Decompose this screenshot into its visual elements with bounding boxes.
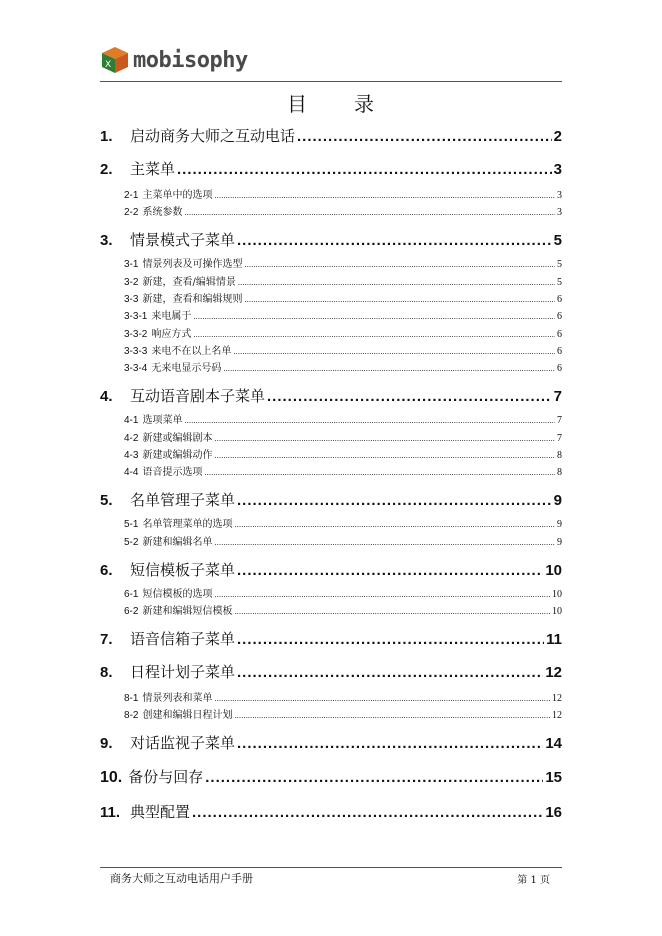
- toc-section-entry[interactable]: [100, 515, 562, 530]
- toc-entry-title: 来电属于: [151, 311, 192, 322]
- toc-dot-leader: [237, 735, 543, 752]
- toc-entry-number: 6-1: [124, 589, 139, 600]
- toc-page-number: 10: [552, 606, 562, 617]
- toc-entry-number: 4-3: [124, 450, 139, 461]
- toc-entry-title: 来电不在以上名单: [151, 346, 232, 357]
- toc-entry-title: 情景模式子菜单: [130, 231, 236, 249]
- toc-dot-leader: [214, 539, 555, 547]
- toc-dot-leader: [237, 562, 543, 579]
- toc-entry-number: 8-1: [124, 693, 139, 704]
- toc-dot-leader: [297, 128, 552, 145]
- toc-section-entry[interactable]: [100, 290, 562, 305]
- toc-entry-title: 名单管理菜单的选项: [142, 519, 233, 530]
- toc-chapter-entry[interactable]: [100, 125, 562, 146]
- toc-page-number: 10: [552, 589, 562, 600]
- toc-page-number: 12: [545, 664, 562, 681]
- toc-entry-title: 主菜单: [130, 160, 176, 178]
- footer-rule: [100, 867, 562, 868]
- toc-entry-title: 新建或编辑动作: [142, 450, 213, 461]
- toc-section-entry[interactable]: [100, 446, 562, 461]
- toc-dot-leader: [267, 388, 552, 405]
- toc-chapter-entry[interactable]: [100, 628, 562, 649]
- toc-entry-number: 3.: [100, 232, 113, 249]
- toc-entry-number: 7.: [100, 631, 113, 648]
- toc-section-entry[interactable]: [100, 342, 562, 357]
- logo-cube-icon: [100, 45, 130, 75]
- toc-dot-leader: [214, 591, 550, 599]
- toc-entry-title: 响应方式: [151, 329, 192, 340]
- toc-section-entry[interactable]: [100, 273, 562, 288]
- toc-dot-leader: [234, 608, 550, 616]
- toc-page-number: 8: [557, 467, 562, 478]
- toc-section-entry[interactable]: [100, 325, 562, 340]
- toc-dot-leader: [237, 631, 544, 648]
- toc-section-entry[interactable]: [100, 359, 562, 374]
- toc-entry-number: 4-4: [124, 467, 139, 478]
- toc-page-number: 5: [557, 259, 562, 270]
- toc-section-entry[interactable]: [100, 411, 562, 426]
- toc-entry-title: 名单管理子菜单: [130, 491, 236, 509]
- toc-entry-number: 9.: [100, 735, 113, 752]
- toc-section-entry[interactable]: [100, 203, 562, 218]
- toc-dot-leader: [233, 348, 555, 356]
- toc-section-entry[interactable]: [100, 689, 562, 704]
- toc-entry-title: 典型配置: [130, 803, 191, 821]
- toc-dot-leader: [192, 804, 543, 821]
- toc-entry-number: 6-2: [124, 606, 139, 617]
- footer-manual-title: 商务大师之互动电话用户手册: [110, 872, 253, 885]
- toc-entry-number: 3-3-1: [124, 311, 148, 322]
- toc-page-number: 5: [553, 232, 562, 249]
- toc-page-number: 16: [545, 804, 562, 821]
- toc-dot-leader: [204, 469, 555, 477]
- toc-entry-title: 日程计划子菜单: [130, 663, 236, 681]
- header-rule: [100, 81, 562, 82]
- toc-entry-title: 新建，查看和编辑规则: [142, 294, 243, 305]
- toc-entry-number: 11.: [100, 804, 121, 821]
- toc-entry-number: 5.: [100, 492, 113, 509]
- page-title: [100, 88, 562, 117]
- toc-chapter-entry[interactable]: [100, 158, 562, 179]
- toc-section-entry[interactable]: [100, 255, 562, 270]
- toc-section-entry[interactable]: [100, 533, 562, 548]
- toc-chapter-entry[interactable]: [100, 801, 562, 822]
- toc-entry-title: 语音信箱子菜单: [130, 630, 236, 648]
- toc-entry-number: 2.: [100, 161, 113, 178]
- toc-dot-leader: [214, 695, 550, 703]
- toc-entry-title: 短信模板的选项: [142, 589, 213, 600]
- toc-dot-leader: [177, 161, 552, 178]
- toc-page-number: 8: [557, 450, 562, 461]
- toc-page-number: 9: [557, 537, 562, 548]
- toc-dot-leader: [237, 232, 552, 249]
- toc-entry-title: 选项菜单: [142, 415, 183, 426]
- toc-entry-number: 3-1: [124, 259, 139, 270]
- toc-entry-number: 5-1: [124, 519, 139, 530]
- toc-entry-number: 3-3-4: [124, 363, 148, 374]
- toc-dot-leader: [244, 261, 555, 269]
- toc-entry-title: 新建和编辑名单: [142, 537, 213, 548]
- toc-entry-number: 4-2: [124, 433, 139, 444]
- toc-page-number: 10: [545, 562, 562, 579]
- toc-entry-title: 系统参数: [142, 207, 183, 218]
- toc-section-entry[interactable]: [100, 463, 562, 478]
- toc-dot-leader: [234, 712, 550, 720]
- title-char-2: 录: [354, 92, 375, 116]
- toc-entry-number: 3-3-2: [124, 329, 148, 340]
- toc-page-number: 11: [546, 631, 562, 648]
- toc-entry-number: 5-2: [124, 537, 139, 548]
- toc-entry-number: 10.: [100, 769, 123, 786]
- toc-dot-leader: [184, 209, 555, 217]
- toc-page-number: 6: [557, 363, 562, 374]
- toc-section-entry[interactable]: [100, 307, 562, 322]
- toc-entry-title: 对话监视子菜单: [130, 734, 236, 752]
- toc-section-entry[interactable]: [100, 429, 562, 444]
- toc-page-number: 7: [557, 433, 562, 444]
- toc-page-number: 3: [557, 190, 562, 201]
- toc-dot-leader: [214, 192, 555, 200]
- toc-dot-leader: [214, 452, 555, 460]
- toc-dot-leader: [237, 664, 543, 681]
- toc-page-number: 9: [553, 492, 562, 509]
- toc-page-number: 12: [552, 710, 562, 721]
- toc-section-entry[interactable]: [100, 706, 562, 721]
- toc-section-entry[interactable]: [100, 186, 562, 201]
- toc-chapter-entry[interactable]: [100, 385, 562, 406]
- toc-entry-number: 8.: [100, 664, 113, 681]
- toc-entry-title: 启动商务大师之互动电话: [130, 127, 296, 145]
- toc-entry-title: 新建或编辑剧本: [142, 433, 213, 444]
- toc-section-entry[interactable]: [100, 585, 562, 600]
- toc-page-number: 3: [557, 207, 562, 218]
- toc-entry-number: 3-2: [124, 277, 139, 288]
- toc-entry-number: 6.: [100, 562, 113, 579]
- toc-page-number: 14: [545, 735, 562, 752]
- toc-page-number: 6: [557, 329, 562, 340]
- toc-page-number: 3: [553, 161, 562, 178]
- toc-entry-number: 2-2: [124, 207, 139, 218]
- toc-entry-title: 创建和编辑日程计划: [142, 710, 233, 721]
- toc-chapter-entry[interactable]: [100, 489, 562, 510]
- toc-chapter-entry[interactable]: [100, 559, 562, 580]
- toc-entry-title: 无来电显示号码: [151, 363, 222, 374]
- toc-entry-title: 情景列表及可操作选型: [142, 259, 243, 270]
- toc-dot-leader: [244, 296, 555, 304]
- toc-dot-leader: [214, 435, 555, 443]
- toc-chapter-entry[interactable]: [100, 766, 562, 787]
- toc-page-number: 5: [557, 277, 562, 288]
- toc-dot-leader: [223, 365, 555, 373]
- toc-section-entry[interactable]: [100, 602, 562, 617]
- toc-entry-number: 8-2: [124, 710, 139, 721]
- toc-page-number: 15: [545, 769, 562, 786]
- toc-entry-number: 1.: [100, 128, 113, 145]
- toc-entry-title: 语音提示选项: [142, 467, 203, 478]
- toc-page-number: 7: [553, 388, 562, 405]
- toc-entry-number: 2-1: [124, 190, 139, 201]
- toc-dot-leader: [234, 521, 555, 529]
- toc-dot-leader: [184, 417, 555, 425]
- logo-text: mobisophy: [133, 47, 248, 73]
- toc-dot-leader: [205, 769, 543, 786]
- toc-entry-title: 备份与回存: [128, 768, 204, 786]
- toc-chapter-entry[interactable]: [100, 661, 562, 682]
- title-char-1: 目: [287, 92, 308, 116]
- toc-entry-title: 主菜单中的选项: [142, 190, 213, 201]
- footer-page-number: 第 1 页: [517, 875, 550, 886]
- toc-page-number: 9: [557, 519, 562, 530]
- toc-page-number: 7: [557, 415, 562, 426]
- toc-entry-title: 互动语音剧本子菜单: [130, 387, 266, 405]
- toc-entry-title: 短信模板子菜单: [130, 561, 236, 579]
- toc-entry-number: 4-1: [124, 415, 139, 426]
- toc-entry-title: 情景列表和菜单: [142, 693, 213, 704]
- toc-chapter-entry[interactable]: [100, 732, 562, 753]
- toc-dot-leader: [193, 331, 555, 339]
- company-logo: [100, 44, 248, 76]
- toc-entry-title: 新建和编辑短信模板: [142, 606, 233, 617]
- toc-entry-title: 新建，查看/编辑情景: [142, 277, 236, 288]
- toc-chapter-entry[interactable]: [100, 229, 562, 250]
- toc-page-number: 12: [552, 693, 562, 704]
- toc-page-number: 6: [557, 346, 562, 357]
- toc-dot-leader: [193, 313, 555, 321]
- toc-dot-leader: [238, 279, 555, 287]
- toc-page-number: 6: [557, 294, 562, 305]
- svg-text:X: X: [105, 60, 112, 70]
- toc-dot-leader: [237, 492, 552, 509]
- toc-entry-number: 3-3: [124, 294, 139, 305]
- toc-entry-number: 3-3-3: [124, 346, 148, 357]
- toc-page-number: 6: [557, 311, 562, 322]
- toc-page-number: 2: [553, 128, 562, 145]
- toc-entry-number: 4.: [100, 388, 113, 405]
